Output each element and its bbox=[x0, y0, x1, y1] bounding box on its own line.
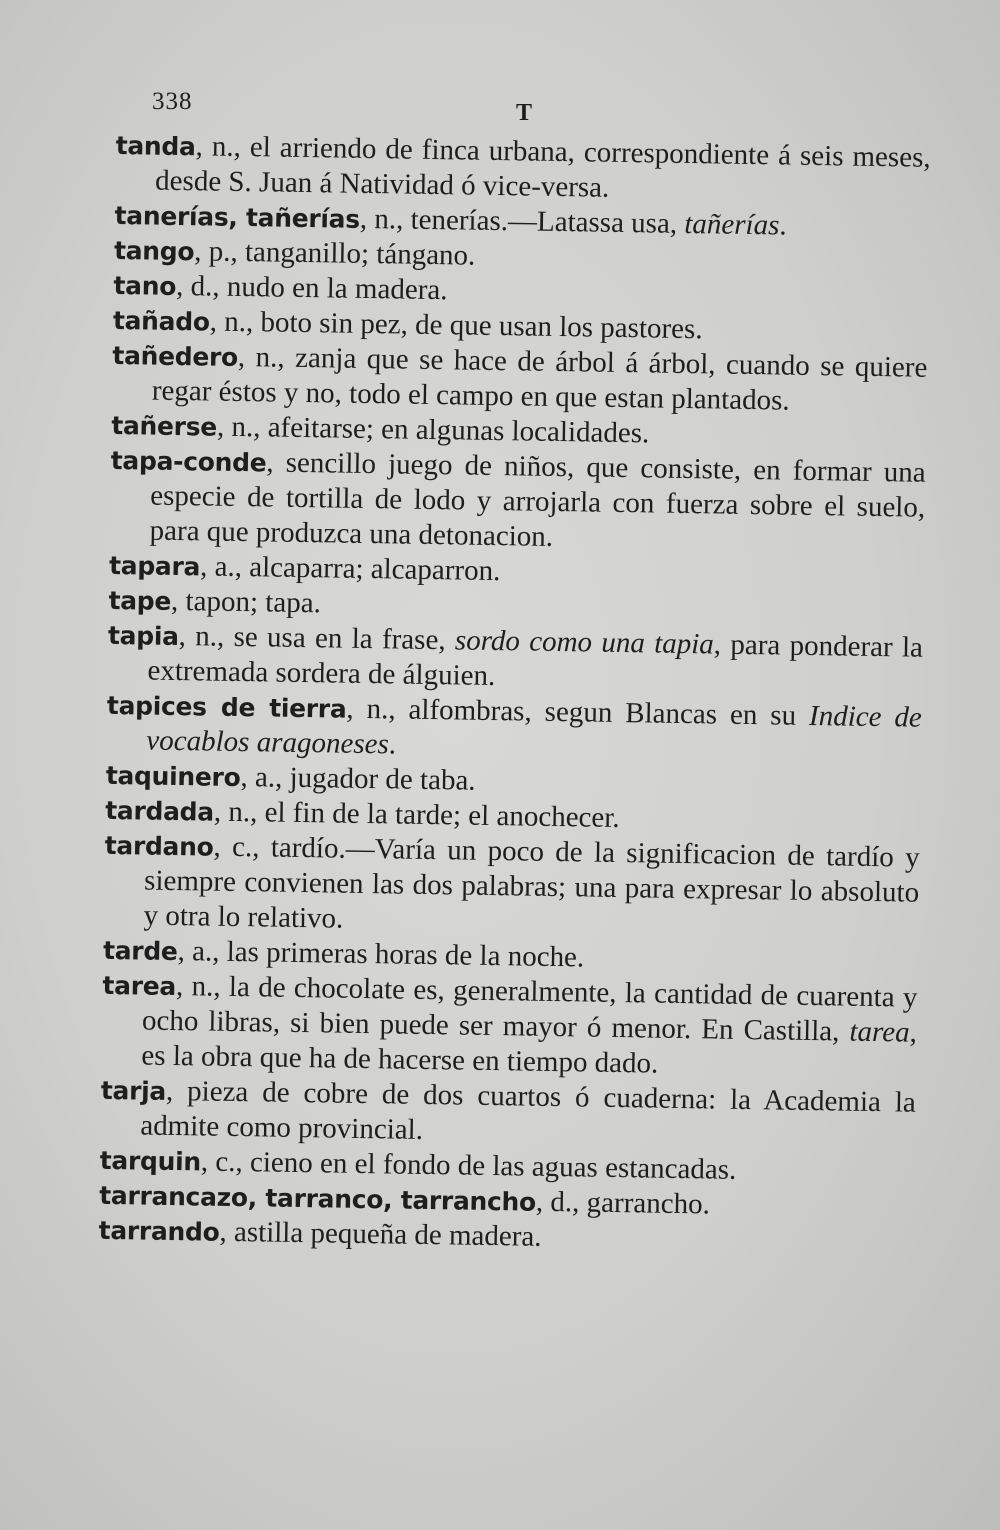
dictionary-entry bbox=[115, 128, 931, 211]
entry-headword: tapa-conde bbox=[110, 445, 267, 478]
entry-definition: , c., cieno en el fondo de las aguas estancadas. bbox=[200, 1145, 737, 1186]
entry-definition: , a., las primeras horas de la noche. bbox=[177, 935, 585, 974]
dictionary-entry bbox=[100, 1073, 916, 1156]
dictionary-entry bbox=[101, 968, 918, 1086]
entry-headword: tardada bbox=[105, 795, 215, 827]
entry-definition: , n., afeitarse; en algunas localidades. bbox=[216, 410, 650, 450]
entry-definition-tail: . bbox=[779, 209, 787, 242]
entry-definition-tail: , para ponderar la extremada sordera de álguien. bbox=[147, 628, 924, 693]
page-number: 338 bbox=[152, 88, 193, 115]
entry-definition-tail: , es la obra que ha de hacerse en tiempo dado. bbox=[141, 1016, 918, 1080]
dictionary-entry bbox=[109, 443, 926, 561]
entry-definition: , n., alfombras, segun Blancas en su bbox=[346, 692, 810, 732]
entry-definition: , pieza de cobre de dos cuartos ó cuaderna: la Academia la admite como provincial. bbox=[140, 1074, 917, 1146]
entry-definition: , sencillo juego de niños, que consiste, en formar una especie de tortilla de lodo y arrojarla con fuerza sobre el suelo, para que produzca una detonacion. bbox=[149, 446, 926, 553]
entry-headword: tape bbox=[108, 585, 172, 616]
entry-definition: , a., jugador de taba. bbox=[240, 761, 476, 797]
entry-definition: , n., la de chocolate es, generalmente, la cantidad de cuarenta y ocho libras, si bien puede ser mayor ó menor. En Castilla, bbox=[141, 970, 918, 1048]
entry-italic-phrase: Indice de vocablos aragoneses bbox=[146, 699, 923, 761]
entry-definition: , n., se usa en la frase, bbox=[178, 620, 456, 657]
entry-headword: tapia bbox=[107, 620, 179, 652]
entry-definition: , a., alcaparra; alcaparron. bbox=[199, 550, 501, 588]
entry-definition: , tapon; tapa. bbox=[170, 584, 322, 620]
entry-headword: tarquin bbox=[99, 1145, 202, 1177]
dictionary-entry bbox=[112, 338, 928, 421]
entry-definition: , n., el fin de la tarde; el anochecer. bbox=[213, 795, 620, 834]
entry-headword: tango bbox=[113, 235, 195, 267]
entry-definition: , astilla pequeña de madera. bbox=[219, 1215, 542, 1253]
dictionary-entry bbox=[106, 688, 922, 771]
entry-headword: tarja bbox=[100, 1075, 167, 1106]
entry-headword: tarea bbox=[102, 970, 177, 1002]
dictionary-entry bbox=[107, 618, 923, 701]
entry-headword: tarrancazo, tarranco, tarrancho bbox=[99, 1180, 537, 1217]
entry-definition: , d., garrancho. bbox=[535, 1185, 711, 1221]
dictionary-entries bbox=[98, 128, 930, 1261]
entry-definition: , n., tenerías.—Latassa usa, bbox=[359, 202, 685, 240]
entry-definition: , d., nudo en la madera. bbox=[175, 269, 448, 307]
entry-headword: tañerse bbox=[111, 410, 218, 442]
section-letter: T bbox=[516, 100, 533, 126]
entry-italic-phrase: sordo como una tapia bbox=[454, 624, 715, 661]
entry-headword: tapara bbox=[108, 550, 201, 582]
entry-headword: tarrando bbox=[98, 1215, 220, 1247]
entry-headword: tarde bbox=[102, 935, 178, 967]
entry-italic-phrase: tañerías bbox=[684, 207, 780, 242]
entry-definition: , n., boto sin pez, de que usan los pastores. bbox=[209, 305, 703, 346]
entry-headword: tardano bbox=[104, 830, 214, 862]
entry-headword: tañedero bbox=[112, 340, 239, 372]
entry-headword: taquinero bbox=[105, 760, 241, 793]
entry-headword: tano bbox=[113, 270, 177, 301]
entry-definition-tail: . bbox=[388, 728, 397, 761]
entry-headword: tanda bbox=[115, 130, 196, 162]
entry-definition: , n., zanja que se hace de árbol á árbol, cuando se quiere regar éstos y no, todo el campo en que estan plantados. bbox=[151, 340, 928, 417]
entry-definition: , n., el arriendo de finca urbana, correspondiente á seis meses, desde S. Juan á Natividad ó vice-versa. bbox=[154, 130, 931, 204]
entry-definition: , c., tardío.—Varía un poco de la significacion de tardío y siempre convienen las dos palabras; una para expresar lo absoluto y otra lo relativo. bbox=[143, 830, 920, 935]
entry-definition: , p., tanganillo; tángano. bbox=[194, 235, 476, 272]
entry-headword: tanerías, tañerías bbox=[114, 200, 361, 234]
entry-italic-phrase: tarea bbox=[849, 1015, 910, 1049]
entry-headword: tañado bbox=[112, 305, 210, 337]
entry-headword: tapices de tierra bbox=[106, 690, 347, 724]
dictionary-entry bbox=[103, 828, 920, 946]
